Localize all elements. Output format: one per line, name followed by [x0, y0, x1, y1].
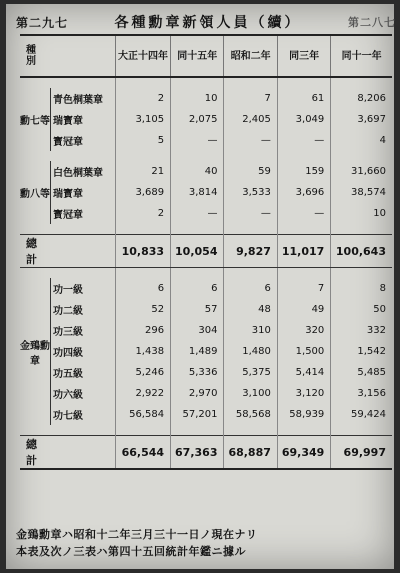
value-cell: 4 [331, 130, 392, 151]
value-cell: 5,246 [116, 362, 171, 383]
spacer-row [20, 425, 392, 436]
value-cell: 2,405 [224, 109, 277, 130]
column-header-year: 同十一年 [331, 35, 392, 77]
row-label: 功一級 [51, 278, 116, 299]
total-value-cell: 9,827 [224, 235, 277, 268]
row-label: 功二級 [51, 299, 116, 320]
column-header-year: 同十五年 [171, 35, 224, 77]
value-cell: 21 [116, 161, 171, 182]
table-row [20, 182, 392, 203]
value-cell: 10 [331, 203, 392, 224]
value-cell: 6 [171, 278, 224, 299]
total-value-cell: 69,349 [277, 436, 330, 470]
value-cell: 3,120 [277, 383, 330, 404]
value-cell: — [171, 203, 224, 224]
value-cell: 3,533 [224, 182, 277, 203]
value-cell: 1,480 [224, 341, 277, 362]
value-cell: — [277, 203, 330, 224]
total-label: 總計 [20, 436, 116, 470]
value-cell: 56,584 [116, 404, 171, 425]
table-row [20, 130, 392, 151]
table-row [20, 320, 392, 341]
value-cell: 10 [171, 88, 224, 109]
value-cell: 58,568 [224, 404, 277, 425]
row-label: 功四級 [51, 341, 116, 362]
statistics-table [20, 34, 392, 470]
value-cell: 332 [331, 320, 392, 341]
table-row [20, 109, 392, 130]
value-cell: 5,414 [277, 362, 330, 383]
value-cell: 38,574 [331, 182, 392, 203]
total-row [20, 235, 392, 268]
page-header [16, 12, 396, 32]
value-cell: 3,696 [277, 182, 330, 203]
footnote [16, 526, 396, 560]
table-row [20, 88, 392, 109]
row-label: 功三級 [51, 320, 116, 341]
value-cell: 7 [224, 88, 277, 109]
table-row [20, 299, 392, 320]
value-cell: 5,485 [331, 362, 392, 383]
value-cell: 8 [331, 278, 392, 299]
page-number: 第二九七 [16, 15, 69, 30]
row-label: 功六級 [51, 383, 116, 404]
value-cell: 59,424 [331, 404, 392, 425]
value-cell: 40 [171, 161, 224, 182]
spacer-row [20, 77, 392, 88]
value-cell: 59 [224, 161, 277, 182]
value-cell: 52 [116, 299, 171, 320]
value-cell: 310 [224, 320, 277, 341]
column-header-year: 同三年 [277, 35, 330, 77]
value-cell: 58,939 [277, 404, 330, 425]
value-cell: 50 [331, 299, 392, 320]
table-header-row [20, 35, 392, 77]
group-label: 勳七等 [20, 116, 50, 127]
total-label: 總計 [20, 235, 116, 268]
column-header-year: 大正十四年 [116, 35, 171, 77]
row-label: 白色桐葉章 [51, 161, 116, 182]
table-row [20, 341, 392, 362]
row-label: 瑞寳章 [51, 109, 116, 130]
value-cell: 6 [224, 278, 277, 299]
value-cell: 48 [224, 299, 277, 320]
value-cell: 1,500 [277, 341, 330, 362]
spacer-row [20, 224, 392, 235]
spacer-row [20, 151, 392, 161]
value-cell: 57,201 [171, 404, 224, 425]
value-cell: 49 [277, 299, 330, 320]
document-sheet [6, 4, 394, 569]
total-row [20, 436, 392, 470]
footnote-line: 金鵄勳章ハ昭和十二年三月三十一日ノ現在ナリ [16, 528, 258, 541]
footnote-line: 本表及次ノ三表ハ第四十五回統計年鑑ニ據ル [16, 545, 246, 558]
value-cell: 3,156 [331, 383, 392, 404]
value-cell: — [277, 130, 330, 151]
value-cell: — [224, 130, 277, 151]
value-cell: 3,100 [224, 383, 277, 404]
total-value-cell: 10,054 [171, 235, 224, 268]
value-cell: 304 [171, 320, 224, 341]
value-cell: 159 [277, 161, 330, 182]
value-cell: 5 [116, 130, 171, 151]
total-value-cell: 100,643 [331, 235, 392, 268]
row-label: 功七級 [51, 404, 116, 425]
row-label: 瑞寳章 [51, 182, 116, 203]
value-cell: 5,375 [224, 362, 277, 383]
value-cell: 5,336 [171, 362, 224, 383]
total-value-cell: 69,997 [331, 436, 392, 470]
value-cell: 3,689 [116, 182, 171, 203]
row-label: 寳冠章 [51, 203, 116, 224]
value-cell: 1,438 [116, 341, 171, 362]
value-cell: 31,660 [331, 161, 392, 182]
total-value-cell: 10,833 [116, 235, 171, 268]
value-cell: 57 [171, 299, 224, 320]
value-cell: 2,922 [116, 383, 171, 404]
table-row [20, 362, 392, 383]
header-right-mark: 第二八七 [347, 16, 396, 29]
value-cell: 8,206 [331, 88, 392, 109]
table-body [20, 77, 392, 469]
table-row [20, 383, 392, 404]
value-cell: 2 [116, 203, 171, 224]
value-cell: 1,542 [331, 341, 392, 362]
total-value-cell: 11,017 [277, 235, 330, 268]
group-label: 勳八等 [20, 189, 50, 200]
row-label: 功五級 [51, 362, 116, 383]
total-value-cell: 68,887 [224, 436, 277, 470]
table-row [20, 404, 392, 425]
value-cell: 1,489 [171, 341, 224, 362]
title-text: 各種勳章新領人員 [114, 15, 251, 31]
table-row [20, 278, 392, 299]
column-header-year: 昭和二年 [224, 35, 277, 77]
total-value-cell: 67,363 [171, 436, 224, 470]
value-cell: 61 [277, 88, 330, 109]
total-value-cell: 66,544 [116, 436, 171, 470]
value-cell: 320 [277, 320, 330, 341]
value-cell: 3,105 [116, 109, 171, 130]
value-cell: 296 [116, 320, 171, 341]
value-cell: 2,970 [171, 383, 224, 404]
row-label: 青色桐葉章 [51, 88, 116, 109]
value-cell: 2,075 [171, 109, 224, 130]
value-cell: 3,049 [277, 109, 330, 130]
title-suffix: （續） [250, 15, 302, 31]
value-cell: 3,814 [171, 182, 224, 203]
value-cell: 7 [277, 278, 330, 299]
row-label: 寳冠章 [51, 130, 116, 151]
value-cell: 3,697 [331, 109, 392, 130]
value-cell: 2 [116, 88, 171, 109]
page-title [115, 12, 302, 32]
table-row [20, 203, 392, 224]
table-row [20, 161, 392, 182]
group-label: 金鵄勳章 [20, 340, 50, 367]
column-header-category: 種別 [20, 35, 116, 77]
spacer-row [20, 268, 392, 279]
value-cell: — [171, 130, 224, 151]
value-cell: — [224, 203, 277, 224]
value-cell: 6 [116, 278, 171, 299]
